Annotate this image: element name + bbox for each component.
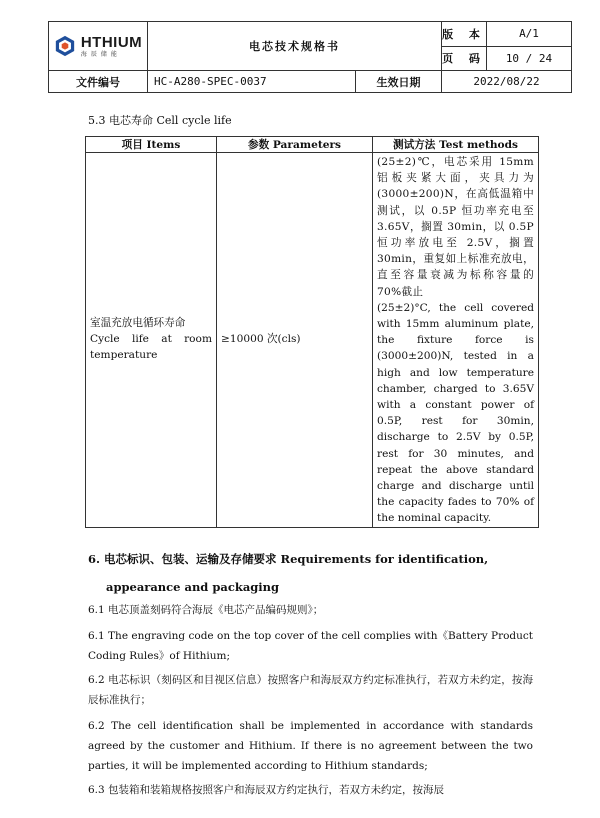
company-logo bbox=[49, 22, 148, 71]
section-5-3-title: 5.3 电芯寿命 Cell cycle life bbox=[88, 114, 232, 127]
list-item: 6.3 包装箱和装箱规格按照客户和海辰双方约定执行，若双方未约定，按海辰 bbox=[88, 784, 445, 796]
col-header-methods: 测试方法 Test methods bbox=[373, 137, 539, 153]
item-cn: 室温充放电循环寿命 bbox=[90, 317, 186, 329]
doc-number-label: 文件编号 bbox=[49, 71, 148, 93]
parameter-value: ≥10000 次(cls) bbox=[217, 153, 373, 528]
version-value: A/1 bbox=[487, 22, 572, 47]
col-header-parameters: 参数 Parameters bbox=[217, 137, 373, 153]
method-en: (25±2)°C, the cell covered with 15mm aluminum plate, the fixture force is (3000±200)N, tested in a high and low temperature chamber, charged to 3.65V with a constant power of 0.5P, rest for 30min, discharge to 2.5V by 0.5P, rest for 30 minutes, and repeat the above standard charge and discharge until the capacity fades to 70% of the nominal capacity. bbox=[377, 301, 534, 525]
logo-name: HTHIUM bbox=[80, 33, 143, 51]
list-item: 6.1 The engraving code on the top cover of the cell complies with《Battery Product Coding Rules》of Hithium; bbox=[88, 630, 533, 662]
section-6-heading-en-2: appearance and packaging bbox=[106, 580, 280, 594]
section-6-heading-cn: 6. 电芯标识、包装、运输及存储要求 bbox=[88, 552, 277, 566]
cycle-life-table bbox=[85, 136, 539, 528]
col-header-items: 项目 Items bbox=[86, 137, 217, 153]
effective-date-value: 2022/08/22 bbox=[442, 71, 572, 93]
document-header bbox=[48, 21, 572, 93]
doc-number-value: HC-A280-SPEC-0037 bbox=[148, 71, 356, 93]
list-item: 6.2 The cell identification shall be implemented in accordance with standards agreed by the customer and Hithium. If there is no agreement between the two parties, it will be implemented according to Hithium standards; bbox=[88, 720, 533, 772]
version-label: 版 本 bbox=[442, 22, 487, 47]
section-6-heading-en-1: Requirements for identification, bbox=[280, 552, 489, 566]
list-item: 6.1 电芯顶盖刻码符合海辰《电芯产品编码规则》； bbox=[88, 604, 324, 616]
item-en: Cycle life at room temperature bbox=[90, 332, 212, 361]
table-row bbox=[86, 153, 539, 528]
section-6-heading bbox=[88, 545, 533, 601]
hithium-logo-icon bbox=[54, 35, 76, 57]
page-label: 页 码 bbox=[442, 46, 487, 71]
effective-date-label: 生效日期 bbox=[356, 71, 442, 93]
method-cell bbox=[373, 153, 539, 528]
document-title: 电芯技术规格书 bbox=[148, 22, 442, 71]
page-number: 10 / 24 bbox=[487, 46, 572, 71]
logo-subtitle: 海辰储能 bbox=[80, 50, 121, 58]
list-item: 6.2 电芯标识（刻码区和目视区信息）按照客户和海辰双方约定标准执行，若双方未约定，按海辰标准执行； bbox=[88, 674, 533, 706]
method-cn: (25±2)℃，电芯采用 15mm 铝板夹紧大面，夹具力为(3000±200)N，在高低温箱中测试，以 0.5P 恒功率充电至 3.65V，搁置 30min，以 0.5P 恒功率放电至 2.5V，搁置 30min，重复如上标准充放电，直至容量衰减为标称容量的 70%截止 bbox=[377, 156, 534, 298]
item-cell bbox=[86, 153, 217, 528]
